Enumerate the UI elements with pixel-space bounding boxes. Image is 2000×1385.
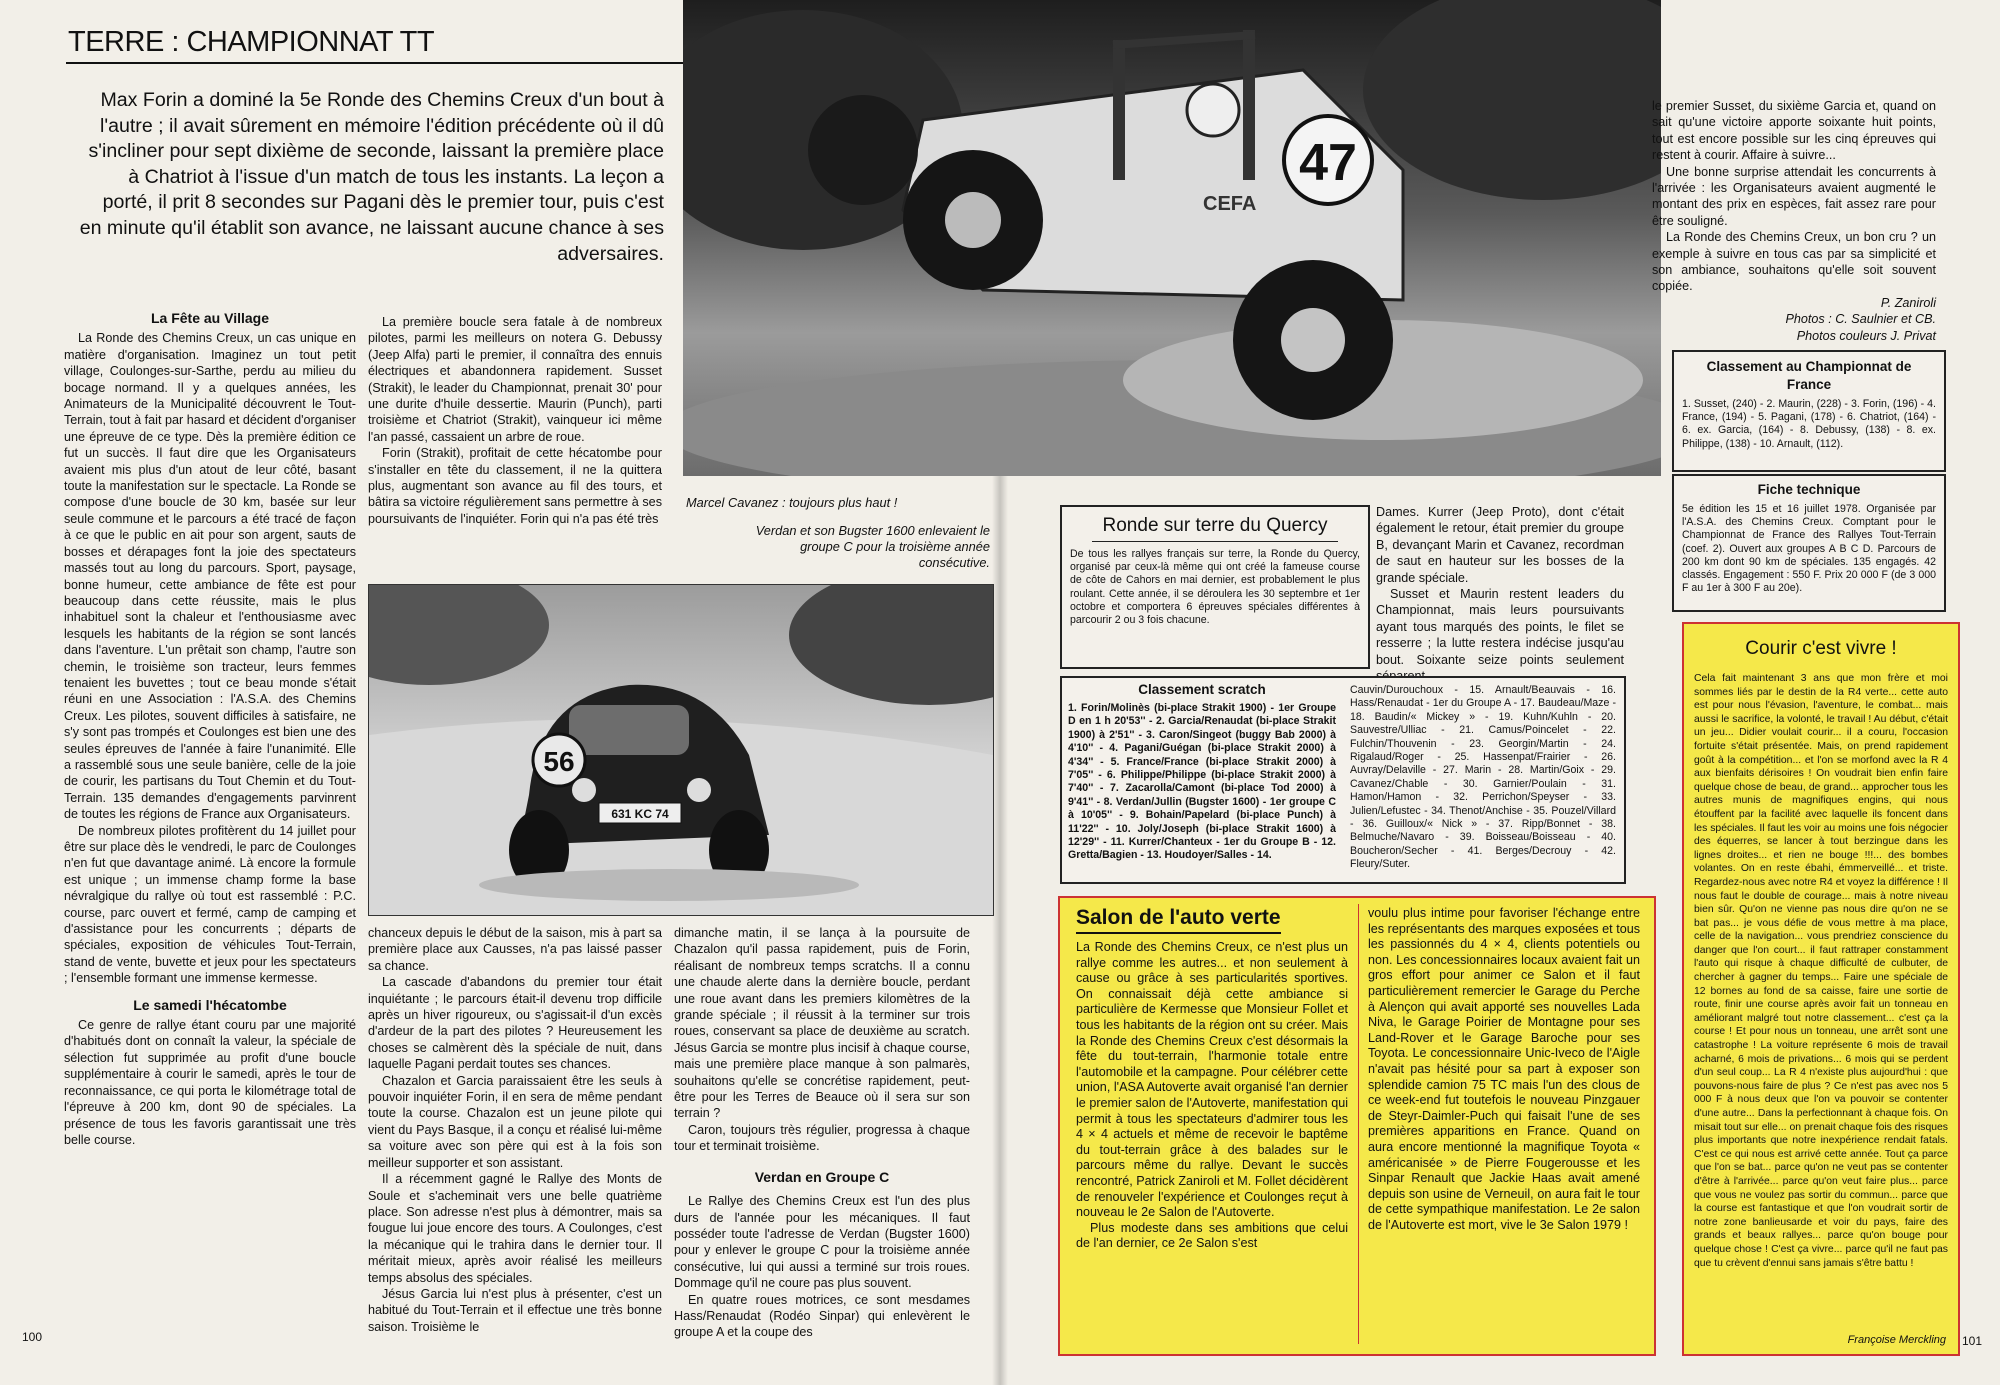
subheading-samedi: Le samedi l'hécatombe <box>133 996 287 1013</box>
salon-left-paragraph-2: Plus modeste dans ses ambitions que celui de l'an dernier, ce 2e Salon s'est <box>1076 1220 1348 1251</box>
scratch-right-text: Cauvin/Durouchoux - 15. Arnault/Beauvais - 16. Hass/Renaudat - 1er du Groupe A - 17. Baudeau/Maze - 18. Baudin/« Mickey » - 19. Kuhn/Kuhln - 20. Sauvestre/Ulliac - 21. Camus/Poincelet - 22. Fulchin/Thouvenin - 23. Georgin/Martin - 24. Rigalaud/Roger - 25. Hassenpat/Frairier - 26. Auvray/Delaville - 27. Marin - 28. Martin/Goix - 29. Cavanez/Chable - 30. Garnier/Poulain - 31. Hamon/Hamon - 32. Perrichon/Speyser - 33. Julien/Lefustec - 34. Thenot/Anchise - 35. Pouzel/Villard - 36. Guilloux/« Nick » - 37. Ripp/Bonnet - 38. Belmuche/Navaro - 39. Boisseau/Boisseau - 40. Boucheron/Secher - 41. Berges/Decrouy - 42. Fleury/Suter. <box>1350 684 1616 871</box>
col1-paragraph: La Ronde des Chemins Creux, un cas unique en matière d'organisation. Imaginez un tout petit village, Coulonges-sur-Sarthe, perdu au milieu du bocage normand. Il y a quelques années, les Animateurs de la Municipalité découvrent le Tout-Terrain, tout à fait par hasard et décident d'organiser une épreuve de ce type. Dès la première édition ce fut un succès. Il faut dire que les Organisateurs avaient mis plus d'un atout de leur côté, basant toute la manifestation sur le spectacle. La Ronde se compose d'une boucle de 30 km, basée sur leur seule commune et le parcours a été tracé de façon à ce que le public en ait pour son argent, sauts de bosses et dérapages font la joie des spectateurs massés tout au long du parcours. Sport, paysage, bonne humeur, cette ambiance de fête est pour beaucoup dans cette réussite, mais le plus inhabituel sont la chaleur et l'enthousiasme avec lesquels les habitants de la région se sont lancés dans l'aventure. L'un prêtait son champ, l'autre son chemin, le troisième son tracteur, leurs femmes tenaient les buvettes ; tout ce beau monde s'était réuni en une Association : l'A.S.A. des Chemins Creux. Les pilotes, souvent difficiles à satisfaire, ne s'y sont pas trompés et Coulonges est bien une des seules épreuves de l'année à faire l'unanimité. Elle a rassemblé sous une seule banière, celle de la joie de courir, les partisans du Tout Chemin et du Tout-Terrain. 135 demandes d'engagements parvinrent de toutes les régions de France aux Organisateurs. <box>64 331 356 822</box>
col2-paragraph: Jésus Garcia lui n'est plus à présenter, c'est un habitué du Tout-Terrain et il effectue une très bonne saison. Troisième le <box>368 1286 662 1334</box>
caption-photo-1: Marcel Cavanez : toujours plus haut ! <box>686 495 898 510</box>
credit-author: P. Zaniroli <box>1880 295 1936 310</box>
salon-box <box>1058 896 1656 1356</box>
courir-text: Cela fait maintenant 3 ans que mon frère et moi sommes liés par le destin de la R4 verte... cette auto est pour nous l'évasion, l'aventure, le combat... mais aussi le sacrifice, la volonté, le travail ! Au début, c'était un jeu... Didier voulait courir... il a couru, l'occasion fortuite s'était présentée. Mais, on prend rapidement goût à la compétition... et l'on se morfond avec la R 4 aux bienfaits dérisoires ! On voudrait bien enfin faire quelque chose de beau, de grand... approcher tous les autres munis de magnifiques engins, qui nous étouffent par la facilité avec laquelle ils foncent dans les spéciales. Il faut les voir au moins une fois négocier des équerres, se lancer à tout berzingue dans les lignes droites... et rien ne bouge !!!... des bombes volantes. On en reste ébahi, émmerveillé... et triste. Regardez-nous avec notre R4 et voyez la différence ! Il nous faut le double de courage... mais à notre niveau bien sûr. Qu'on ne vienne pas nous dire qu'on ne se bat pas... je vous défie de vous mettre à ma place, celle de la navigation... vous prendriez conscience du danger que l'on court... il faut rattraper constamment l'auto qui risque à chaque difficulté de culbuter, de chercher à gagner du temps... Faire une spéciale de 12 bornes au fond de sa caisse, faire une sortie de route, finir une course après avoir fait un tonneau en améliorant malgré tout notre classement... c'est ça la course ! Et pour nous un tonneau, une arrêt sont une catastrophe ! La voiture représente 6 mois de travail acharné, 6 mois de privations... 6 mois qui se perdent d'un seul coup... La R 4 n'existe plus aujourd'hui : que pouvons-nous faire de plus ? Ce n'est pas avec nos 5 000 F à nous deux que l'on va pouvoir se contenter d'une autre... Dans la perfectionnant à chaque fois. On misait tout sur elle... on prenait chaque fois des risques plus importants que notre inexpérience rendait fatals. C'est ce qui nous est arrivé cette année. Tout ça parce que l'on se bat... parce qu'on ne veut pas se contenter d'être à l'arrivée... parce qu'on veut faire plus... parce que vous ne voulez pas sortir du commun... parce que la course est fantastique et que l'on voudrait sortir de notre zone banlieusarde et voir du pays, faire des grands et beaux rallyes... parce qu'on bouge pour quelque chose ! C'est ça vivre... parce qu'il ne faut pas que tu crèvent d'ennui sans jamais s'être battu ! <box>1694 673 1948 1269</box>
col4-paragraph: Susset et Maurin restent leaders du Championnat, mais leurs poursuivants ayant tous marqués des points, le filet se resserre ; la lutte restera indécise jusqu'au bout. Soixante seize points seulement <box>1376 587 1624 667</box>
col2-paragraph: La cascade d'abandons du premier tour était inquiétante ; le parcours était-il devenu trop difficile après un hiver rigoureux, ou s'agissait-il d'un excès d'ardeur de la part des pilotes ? Heureusement les choses se calmèrent dès la spéciale de nuit, dans laquelle Pagani perdait toutes ses chances. <box>368 975 662 1072</box>
salon-title: Salon de l'auto verte <box>1076 906 1281 934</box>
championnat-text: 1. Susset, (240) - 2. Maurin, (228) - 3. Forin, (196) - 4. France, (194) - 5. Pagani, (178) - 6. Chatriot, (164) - 6. ex. Garcia, (164) - 8. Debussy, (138) - 8. ex. Philippe, (138) - 10. Arnault, (112). <box>1682 398 1936 450</box>
scratch-left-text: 1. Forin/Molinès (bi-place Strakit 1900) - 1er Groupe D en 1 h 20'53'' - 2. Garcia/Renaudat (bi-place Strakit 1900) à 2'51'' - 3. Caron/Singeot (buggy Bab 2000) à 4'10'' - 4. Pagani/Guégan (bi-place Strakit 2000) à 4'34'' - 5. France/France (bi-place Strakit 2000) à 7'05'' - 6. Philippe/Philippe (bi-place Strakit 2000) à 7'40'' - 7. Zacarolla/Camont (bi-place Tod 2000) à 9'41'' - 8. Verdan/Jullin (Bugster 1600) - 1er groupe C à 10'05'' - 9. Bohain/Papelard (bi-place Punch) à 11'22'' - 10. Joly/Joseph (bi-place Strakit 1600) à 12'29'' - 11. Kurrer/Chanteux - 1er du Groupe B - 12. Gretta/Bagien - 13. Houdoyer/Salles - 14. <box>1068 702 1336 862</box>
column-4 <box>1376 504 1624 684</box>
photo-jeep-jump-image <box>683 0 1661 476</box>
subheading-fete: La Fête au Village <box>150 310 269 326</box>
quercy-title: Ronde sur terre du Quercy <box>1092 515 1338 542</box>
header-rule <box>66 62 694 64</box>
championnat-box <box>1672 350 1946 472</box>
salon-divider <box>1358 904 1359 1344</box>
championnat-title: Classement au Championnat de France <box>1706 359 1912 392</box>
col5-paragraph: le premier Susset, du sixième Garcia et, quand on sait qu'une victoire apporte soixante huit points, tout est encore possible sur les cinq épreuves qui restent à courir. Affaire à suivre... <box>1652 99 1936 163</box>
col5-paragraph: La Ronde des Chemins Creux, un bon cru ? un exemple à suivre en tous cas par sa simplicité et son ambiance, souhaitons qu'elle soit souvent copiée. <box>1652 230 1936 294</box>
page-number-left: 100 <box>22 1330 43 1344</box>
quercy-box <box>1060 505 1370 669</box>
col3-paragraph: En quatre roues motrices, ce sont mesdames Hass/Renaudat (Rodéo Sinpar) qui enlevèrent le groupe A et la coupe des <box>674 1292 970 1340</box>
photo-bugster-image <box>369 585 993 915</box>
col5-paragraph: Une bonne surprise attendait les concurrents à l'arrivée : les Organisateurs avaient augmenté le montant des prix en espèces, fait assez rare pour être souligné. <box>1652 164 1936 228</box>
courir-signature: Françoise Merckling <box>1847 1334 1946 1346</box>
column-2-bottom <box>368 925 662 1335</box>
caption-photo-2: Verdan et son Bugster 1600 enlevaient le groupe C pour la troisième année consécutive. <box>755 523 990 570</box>
credit-color-photos: Photos couleurs J. Privat <box>1796 328 1936 343</box>
salon-right-text: voulu plus intime pour favoriser l'échange entre les représentants des marques exposées et tous les passionnés du 4 × 4, clients potentiels ou non. Les concessionnaires locaux avaient fait un gros effort pour animer ce Salon et il faut particulièrement remercier le Garage du Perche à Alençon qui avait apporté ses nouvelles Lada Niva, le Garage Poirier de Montagne pour ses Land-Rover et le Garage Baroche pour ses Toyota. Le concessionnaire Unic-Iveco de l'Aigle n'avait pas hésité pour sa part à exposer son splendide camion 75 TC mais l'un des clous de ce week-end fut toutefois le nouveau Pinzgauer de Steyr-Daimler-Puch qui faisait l'une de ses premières apparitions en France. Quand on aura encore mentionné la magnifique Toyota « américanisée » de Pierre Fougerousse et les Sinpar Renault que Jackie Haas avait amené depuis son usine de Verneuil, on aura fait le tour de cette sympathique manifestation. Le 2e salon de l'Autoverte est mort, vive le 3e Salon 1979 ! <box>1368 906 1640 1232</box>
fiche-text: 5e édition les 15 et 16 juillet 1978. Organisée par l'A.S.A. des Chemins Creux. Comptant pour le Championnat de France des Rallyes Tout-Terrain (coef. 2). Ouvert aux groupes A B C D. Parcours de 200 km dont 90 km de spéciales. 135 engagés. 42 classés. Engagement : 550 F. Prix 20 000 F (de 3 000 F au 1er à 300 F au 20e). <box>1682 503 1936 595</box>
col2-paragraph: Il a récemment gagné le Rallye des Monts de Soule et s'acheminait vers une belle quatrième place. Son adresse n'est plus à démontrer, mais sa fougue lui joue encore des tours. A Coulonges, c'est la mécanique qui le trahira dans le dernier tour. Il méritait mieux, après avoir réalisé les meilleurs temps absolus des spéciales. <box>368 1172 662 1285</box>
scratch-box <box>1060 676 1626 884</box>
courir-title: Courir c'est vivre ! <box>1745 638 1897 659</box>
column-5 <box>1652 98 1936 344</box>
salon-left-text <box>1076 940 1348 1252</box>
page-number-right: 101 <box>1962 1334 1983 1348</box>
column-3 <box>674 925 970 1341</box>
col2-paragraph: Forin (Strakit), profitait de cette hécatombe pour s'installer en tête du classement, il ne la quittera plus, augmentant son avance au fil des tours, et bâtira sa victoire régulièrement sans permettre à ses poursuivants de l'inquiéter. Forin qui n'a pas été très <box>368 446 662 526</box>
scratch-title: Classement scratch <box>1138 682 1266 697</box>
photo-jeep-jump <box>683 0 1661 476</box>
col4-paragraph: Dames. Kurrer (Jeep Proto), dont c'était également le retour, était premier du groupe B, devançant Marin et Cavanez, recordman de saut en hauteur sur les bosses de la grande spéciale. <box>1376 505 1624 585</box>
salon-left-paragraph: La Ronde des Chemins Creux, ce n'est plus un rallye comme les autres... et non seulement à cause ou grâce à ses particularités sportives. On connaissait déjà cette ambiance si particulière de Kermesse que Monsieur Follet et tous les habitants de la région ont su créer. Mais la Ronde des Chemins Creux c'est désormais la fête du tout-terrain, l'harmonie totale entre l'automobile et la campagne. Pour célébrer cette union, l'ASA Autoverte avait organisé l'an dernier le premier salon de l'Autoverte, manifestation qui permit à tous les spectateurs d'admirer tous les 4 × 4 actuels et même de recevoir le baptême du tout-terrain grâce à des balades sur le parcours même du rallye. Devant le succès rencontré, Patrick Zaniroli et M. Follet décidèrent de renouveler l'expérience et Coulonges reçut à nouveau le 2e Salon de l'Autoverte. <box>1076 940 1348 1220</box>
column-1 <box>64 304 356 1148</box>
col2-paragraph: chanceux depuis le début de la saison, mis à part sa première place aux Causses, n'a pas laissé passer sa chance. <box>368 926 662 973</box>
credit-photos: Photos : C. Saulnier et CB. <box>1785 312 1936 327</box>
column-2-top <box>368 314 662 527</box>
lead-paragraph: Max Forin a dominé la 5e Ronde des Chemins Creux d'un bout à l'autre ; il avait sûrement en mémoire l'édition précédente où il dû s'incliner pour sept dixième de seconde, laissant la première place à Chatriot à l'issue d'un match de tous les instants. La leçon a porté, il prit 8 secondes sur Pagani dès le premier tour, puis c'est en minute qu'il établit son avance, ne laissant aucune chance à ses adversaires. <box>79 89 664 265</box>
col2-paragraph: La première boucle sera fatale à de nombreux pilotes, parmi les meilleurs on notera G. Debussy (Jeep Alfa) parti le premier, il connaîtra des ennuis électriques et abandonnera rapidement. Susset (Strakit), le leader du Championnat, prenait 30' pour une durite d'huile dessertie. Maurin (Punch), parti troisième et Chatriot (Strakit), vainqueur ici même l'an passé, cassaient un arbre de roue. <box>368 315 662 444</box>
car-number-56: 56 <box>543 746 575 777</box>
header-title: TERRE : CHAMPIONNAT TT <box>68 26 435 58</box>
courir-box <box>1682 622 1960 1356</box>
col3-paragraph: Le Rallye des Chemins Creux est l'un des plus durs de l'année pour les mécaniques. Il faut posséder toute l'adresse de Verdan (Bugster 1600) pour y enlever le groupe C pour la troisième année consécutive, lui qui aussi a terminé sur trois roues. Dommage qu'il ne coure pas plus souvent. <box>674 1194 970 1291</box>
quercy-text: De tous les rallyes français sur terre, la Ronde du Quercy, organisé par ceux-là même qui ont créé la fameuse course de côte de Cahors en mai dernier, est probablement le plus roulant. Cette année, il se déroulera les 30 septembre et 1er octobre et comportera 6 épreuves spéciales différentes à parcourir 2 ou 3 fois chacune. <box>1070 548 1360 627</box>
license-plate: 631 KC 74 <box>611 807 669 821</box>
photo-bugster <box>368 584 994 916</box>
car-number-47: 47 <box>1299 134 1357 192</box>
fiche-box <box>1672 474 1946 612</box>
col1-paragraph: Ce genre de rallye étant couru par une majorité d'habitués dont on connaît la valeur, la spéciale de sélection fut supprimée au profit d'une boucle supplémentaire à courir le samedi, après le tour de reconnaissance, ce qui porta le kilométrage total de l'épreuve à 200 km, dont 90 de spéciales. La présence de tous les favoris garantissait une très belle course. <box>64 1018 356 1147</box>
fiche-title: Fiche technique <box>1757 482 1861 497</box>
col3-paragraph: Caron, toujours très régulier, progressa à chaque tour et terminait troisième. <box>674 1122 970 1154</box>
subheading-verdan: Verdan en Groupe C <box>754 1168 890 1185</box>
door-text: CEFA <box>1203 193 1257 215</box>
col3-paragraph: dimanche matin, il se lança à la poursuite de Chazalon qu'il passa rapidement, puis de Forin, réalisant de nombreux temps scratchs. Il a connu une chaude alerte dans la dernière boucle, perdant une roue avant dans les premiers kilomètres de la grande spéciale ; il réussit à la terminer sur trois roues, conservant sa place de deuxième au scratch. Jésus Garcia se montre plus incisif à chaque course, mais une première place manque à son palmarès, souhaitons qu'elle se concrétise rapidement, peut-être pour les Terres de Beauce où il sera sur son terrain ? <box>674 926 970 1121</box>
col1-paragraph: De nombreux pilotes profitèrent du 14 juillet pour être sur place dès le vendredi, le parc de Coulonges n'en fut que davantage animé. Là encore la formule est unique ; un immense champ forme la base névralgique du rallye où tout est rassemblé : P.C. course, parc ouvert et fermé, camp de camping et d'assistance pour les concurrents ; départs de spéciales, exposition de véhicules Tout-Terrain, stand de vente, buvette et jeux pour les spectateurs ; l'ensemble formant une immense kermesse. <box>64 823 356 986</box>
col2-paragraph: Chazalon et Garcia paraissaient être les seuls à pouvoir inquiéter Forin, il en sera de même pendant toute la course. Chazalon est un jeune pilote qui vient du Pays Basque, il a conçu et réalisé lui-même sa voiture avec son père qui est à la fois son meilleur supporter et son assistant. <box>368 1073 662 1170</box>
